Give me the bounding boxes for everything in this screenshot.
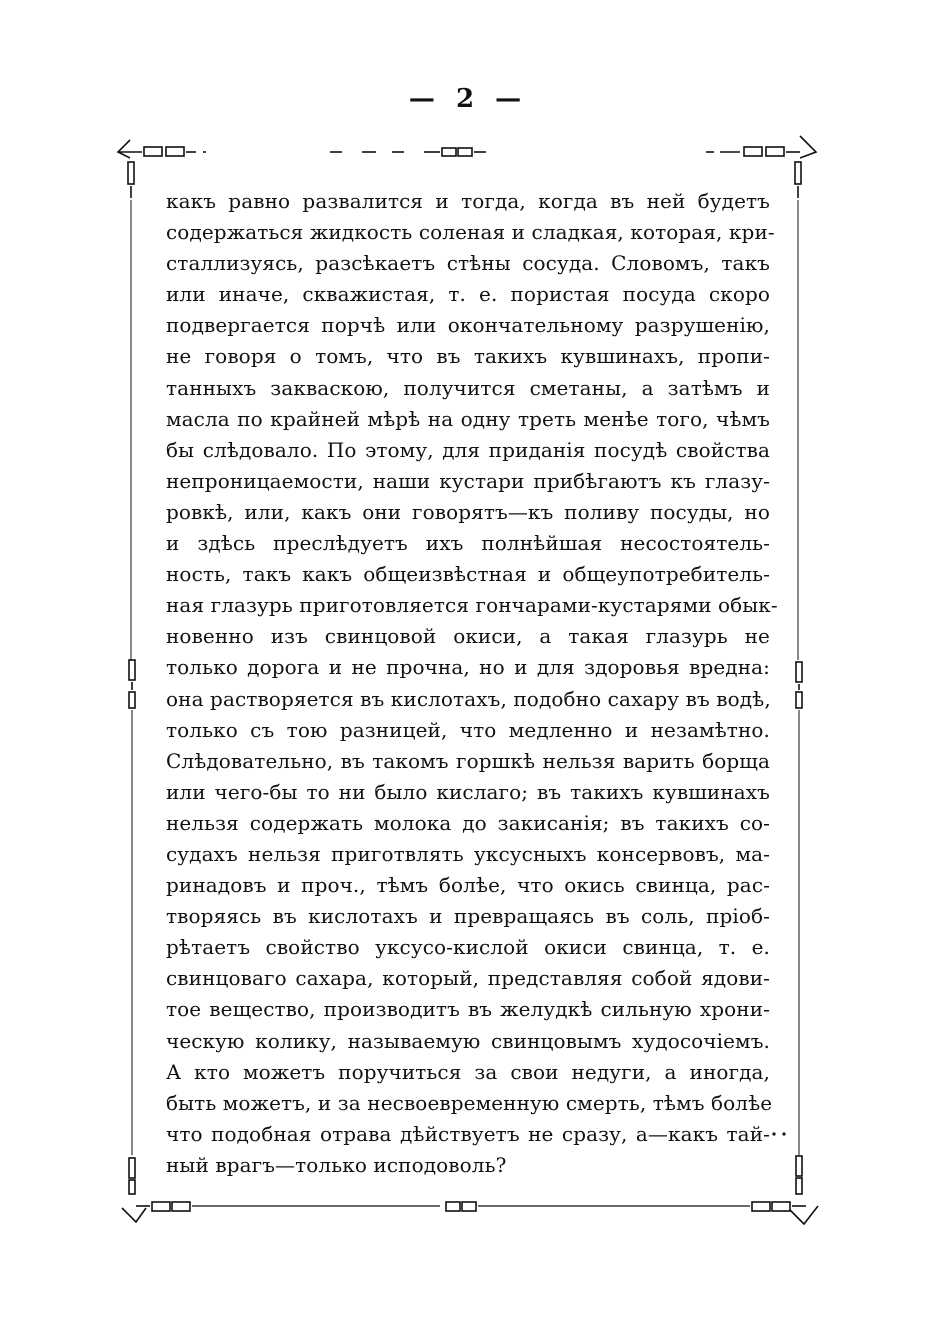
text-line: судахъ нельзя приготвлять уксусныхъ консервовъ, ма-	[166, 841, 770, 866]
text-line: ность, такъ какъ общеизвѣстная и общеупотребитель-	[166, 562, 770, 587]
text-line: или иначе, скважистая, т. е. пористая посуда скоро	[166, 282, 770, 307]
text-line: содержаться жидкость соленая и сладкая, которая, кри-	[166, 220, 775, 245]
text-line: непроницаемости, наши кустари прибѣгаютъ къ глазу-	[166, 468, 770, 493]
text-line: ринадовъ и проч., тѣмъ болѣе, что окись свинца, рас-	[166, 873, 770, 898]
text-line: что подобная отрава дѣйствуетъ не сразу, а—какъ тай-	[166, 1121, 770, 1146]
left-side-ornament	[129, 660, 135, 1155]
text-line: нельзя содержать молока до закисанія; въ такихъ со-	[166, 810, 770, 835]
text-line: новенно изъ свинцовой окиси, а такая глазурь не	[166, 624, 770, 649]
text-line: подвергается порчѣ или окончательному разрушенію,	[166, 313, 770, 338]
text-line: и здѣсь преслѣдуетъ ихъ полнѣйшая несостоятель-	[166, 531, 770, 556]
text-line: танныхъ закваскою, получится сметаны, а затѣмъ и	[166, 375, 770, 400]
page-number: — 2 —	[408, 84, 528, 114]
body-text	[166, 186, 778, 1181]
text-line: ная глазурь приготовляется гончарами-кустарями обык-	[166, 593, 778, 618]
text-line: ровкѣ, или, какъ они говорятъ—къ поливу посуды, но	[166, 499, 770, 524]
text-line: А кто можетъ поручиться за свои недуги, а иногда,	[166, 1059, 770, 1084]
text-line: Слѣдовательно, въ такомъ горшкѣ нельзя варить борща	[166, 748, 770, 773]
text-line: она растворяется въ кислотахъ, подобно сахару въ водѣ,	[166, 686, 771, 711]
text-line: быть можетъ, и за несвоевременную смерть, тѣмъ болѣе	[166, 1090, 773, 1115]
text-line: ный врагъ—только исподоволь?	[166, 1152, 507, 1177]
text-line: или чего-бы то ни было кислаго; въ такихъ кувшинахъ	[166, 779, 770, 804]
text-line: только съ тою разницей, что медленно и незамѣтно.	[166, 717, 770, 742]
text-line: масла по крайней мѣрѣ на одну треть менѣе того, чѣмъ	[166, 406, 770, 431]
bottom-ornamental-rule	[446, 1202, 750, 1211]
text-line: тое вещество, производитъ въ желудкѣ сильную хрони-	[166, 997, 770, 1022]
text-line: только дорога и не прочна, но и для здоровья вредна:	[166, 655, 770, 680]
text-line: не говоря о томъ, что въ такихъ кувшинахъ, пропи-	[166, 344, 770, 369]
text-line: рѣтаетъ свойство уксусо-кислой окиси свинца, т. е.	[166, 935, 770, 960]
text-line: сталлизуясь, разсѣкаетъ стѣны сосуда. Словомъ, такъ	[166, 251, 770, 276]
text-line: творяясь въ кислотахъ и превращаясь въ соль, пріоб-	[166, 904, 770, 929]
text-line: какъ равно развалится и тогда, когда въ ней будетъ	[166, 189, 770, 213]
top-ornamental-rule	[330, 148, 486, 156]
text-line: свинцоваго сахара, который, представляя собой ядови-	[166, 966, 770, 991]
right-side-ornament	[796, 662, 802, 1155]
text-line: ческую колику, называемую свинцовымъ худосочіемъ.	[166, 1028, 770, 1053]
text-line: бы слѣдовало. По этому, для приданія посудѣ свойства	[166, 437, 770, 462]
